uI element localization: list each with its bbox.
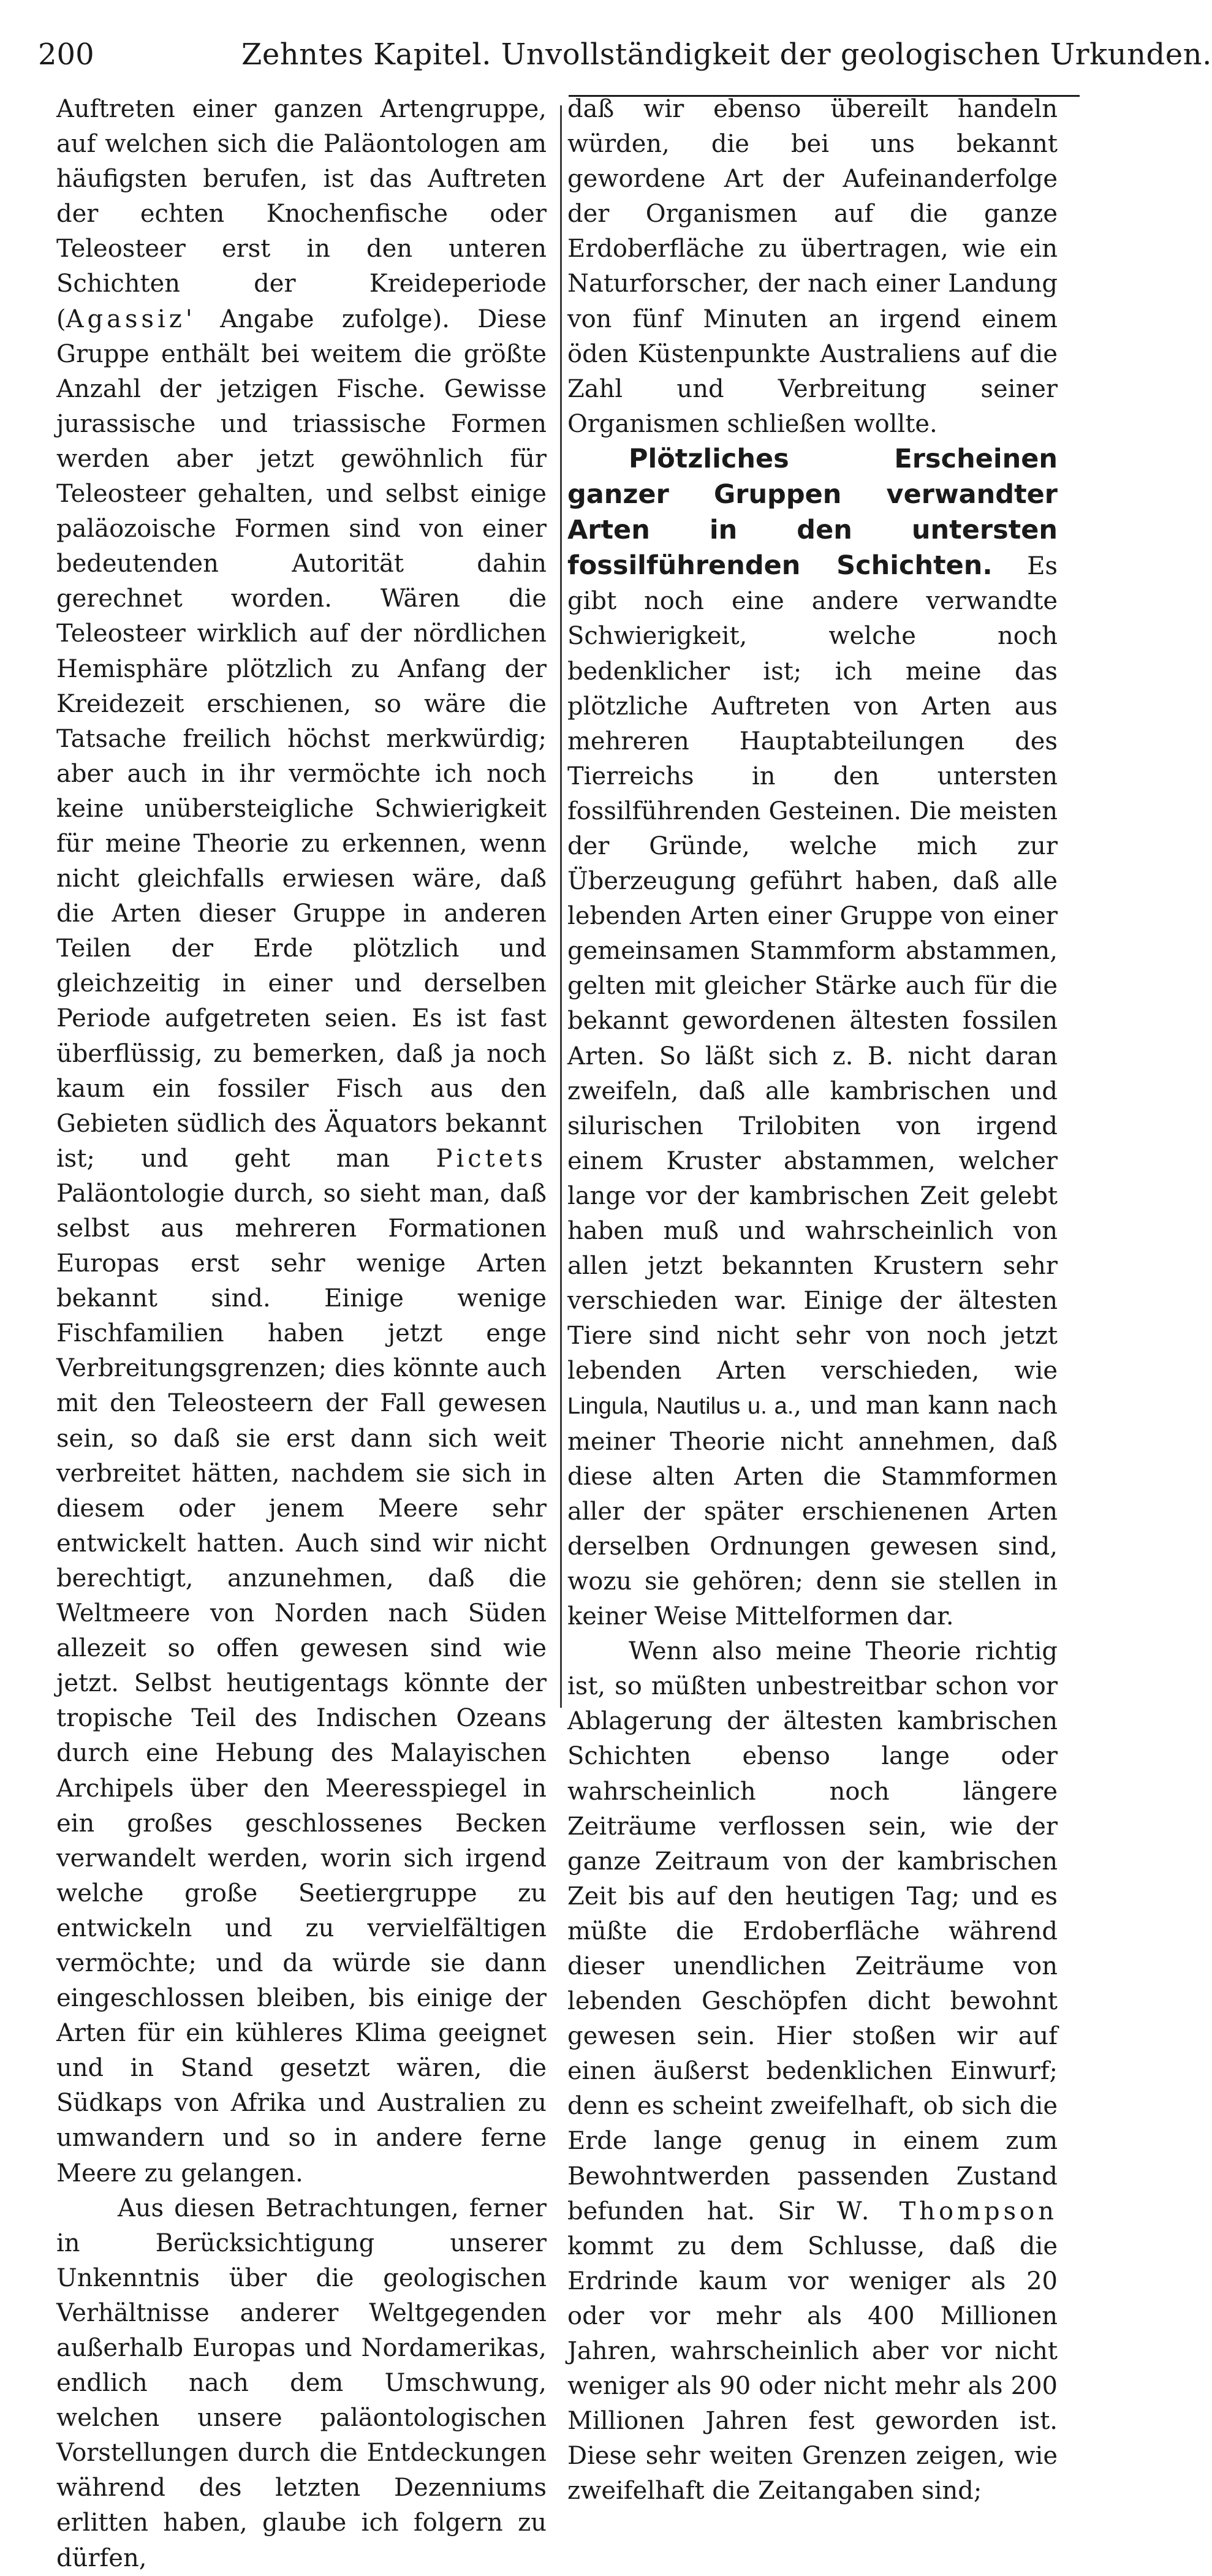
column-divider xyxy=(560,105,562,1708)
paragraph xyxy=(567,1634,1058,2509)
paragraph: daß wir ebenso übereilt handeln würden, die bei uns bekannt gewordene Art der Aufeinanderfolge der Organismen auf die ganze Erdoberfläche zu übertragen, wie ein Naturforscher, der nach einer Landung von fünf Minuten an irgend einem öden Küstenpunkte Australiens auf die Zahl und Verbreitung seiner Organismen schließen wollte. xyxy=(567,95,1058,438)
section-heading: Plötzliches Erscheinen ganzer Gruppen verwandter Arten in den untersten fossilführenden Schichten. xyxy=(567,443,1058,581)
text-run: Es gibt noch eine andere verwandte Schwierigkeit, welche noch bedenklicher ist; ich meine das plötzliche Auftreten von Arten aus mehreren Hauptabteilungen des Tierreichs in den untersten fossilführenden Gesteinen. Die meisten der Gründe, welche mich zur Überzeugung geführt haben, daß alle lebenden Arten einer Gruppe von einer gemeinsamen Stammform abstammen, gelten mit gleicher Stärke auch für die bekannt gewordenen ältesten fossilen Arten. So läßt sich z. B. nicht daran zweifeln, daß alle kambrischen und silurischen Trilobiten von irgend einem Kruster abstammen, welcher lange vor der kambrischen Zeit gelebt haben muß und wahrscheinlich von allen jetzt bekannten Krustern sehr verschieden war. Einige der ältesten Tiere sind nicht sehr von noch jetzt lebenden Arten verschieden, wie xyxy=(567,552,1058,1385)
text-run: kommt zu dem Schlusse, daß die Erdrinde kaum vor weniger als 20 oder vor mehr als 400 Millionen Jahren, wahrscheinlich aber vor nicht weniger als 90 oder nicht mehr als 200 Millionen Jahren fest geworden ist. Diese sehr weiten Grenzen zeigen, wie zweifelhaft die Zeitangaben sind; xyxy=(567,2232,1058,2506)
text-run: Auftreten einer ganzen Artengruppe, auf welchen sich die Paläontologen am häufigsten berufen, ist das Auftreten der echten Knochenfische oder Teleosteer erst in den unteren Schichten der Kreideperiode ( xyxy=(56,95,547,333)
paragraph xyxy=(567,442,1058,1634)
latin-genus-names: Lingula, Nautilus u. a. xyxy=(567,1393,794,1420)
page-header xyxy=(38,21,1212,88)
text-run: ' Angabe zufolge). Diese Gruppe enthält bei weitem die größte Anzahl der jetzigen Fische. Gewisse jurassische und triassische Formen werden aber jetzt gewöhnlich für Teleosteer gehalten, und selbst einige paläozoische Formen sind von einer bedeutenden Autorität dahin gerechnet worden. Wären die Teleosteer wirklich auf der nördlichen Hemisphäre plötzlich zu Anfang der Kreidezeit erschienen, so wäre die Tatsache freilich höchst merkwürdig; aber auch in ihr vermöchte ich noch keine unübersteigliche Schwierigkeit für meine Theorie zu erkennen, wenn nicht gleichfalls erwiesen wäre, daß die Arten dieser Gruppe in anderen Teilen der Erde plötzlich und gleichzeitig in einer und derselben Periode aufgetreten seien. Es ist fast überflüssig, zu bemerken, daß ja noch kaum ein fossiler Fisch aus den Gebieten südlich des Äquators bekannt ist; und geht man xyxy=(56,305,547,1173)
author-name: W. Thompson xyxy=(836,2197,1058,2226)
text-run: Paläontologie durch, so sieht man, daß selbst aus mehreren Formationen Europas erst sehr wenige Arten bekannt sind. Einige wenige Fischfamilien haben jetzt enge Verbreitungsgrenzen; dies könnte auch mit den Teleosteern der Fall gewesen sein, so daß sie erst dann sich weit verbreitet hätten, nachdem sie sich in diesem oder jenem Meere sehr entwickelt hatten. Auch sind wir nicht berechtigt, anzunehmen, daß die Weltmeere von Norden nach Süden allezeit so offen gewesen sind wie jetzt. Selbst heutigentags könnte der tropische Teil des Indischen Ozeans durch eine Hebung des Malayischen Archipels über den Meeresspiegel in ein großes geschlossenes Becken verwandelt werden, worin sich irgend welche große Seetiergruppe zu entwickeln und zu vervielfältigen vermöchte; und da würde sie dann eingeschlossen bleiben, bis einige der Arten für ein kühleres Klima geeignet und in Stand gesetzt wären, die Südkaps von Afrika und Australien zu umwandern und so in andere ferne Meere zu gelangen. xyxy=(56,1179,547,2188)
author-name: Pictets xyxy=(436,1144,547,1173)
text-run: Wenn also meine Theorie richtig ist, so müßten unbestreitbar schon vor Ablagerung der ältesten kambrischen Schichten ebenso lange oder wahrscheinlich noch längere Zeiträume verflossen sein, wie der ganze Zeitraum von der kambrischen Zeit bis auf den heutigen Tag; und es müßte die Erdoberfläche während dieser unendlichen Zeiträume von lebenden Geschöpfen dicht bewohnt gewesen sein. Hier stoßen wir auf einen äußerst bedenklichen Einwurf; denn es scheint zweifelhaft, ob sich die Erde lange genug in einem zum Bewohntwerden passenden Zustand befunden hat. Sir xyxy=(567,1637,1058,2226)
text-run: , und man kann nach meiner Theorie nicht annehmen, daß diese alten Arten die Stammformen aller der später erschienenen Arten derselben Ordnungen gewesen sind, wozu sie gehören; denn sie stellen in keiner Weise Mittelformen dar. xyxy=(567,1392,1058,1631)
left-column xyxy=(56,92,547,2576)
paragraph xyxy=(56,92,547,2191)
running-title: Zehntes Kapitel. Unvollständigkeit der geologischen Urkunden. xyxy=(241,37,1212,72)
paragraph: Aus diesen Betrachtungen, ferner in Berücksichtigung unserer Unkenntnis über die geologischen Verhältnisse anderer Weltgegenden außerhalb Europas und Nordamerikas, endlich nach dem Umschwung, welchen unsere paläontologischen Vorstellungen durch die Entdeckungen während des letzten Dezenniums erlitten haben, glaube ich folgern zu dürfen, xyxy=(56,2194,547,2572)
right-column xyxy=(567,92,1058,2509)
author-name: Agassiz xyxy=(66,305,186,333)
page-number: 200 xyxy=(38,37,94,72)
